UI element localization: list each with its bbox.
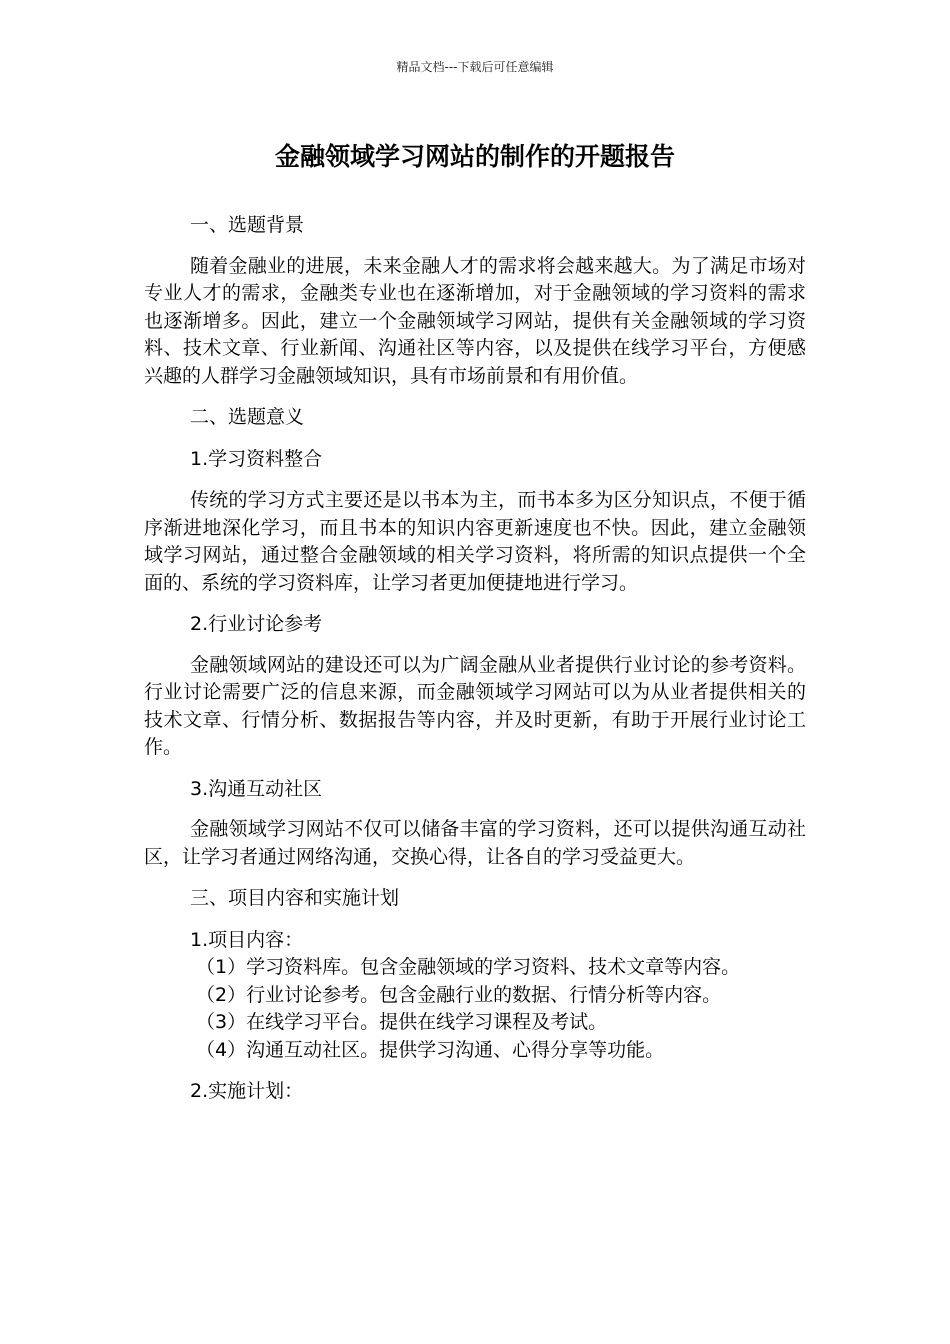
- list-item: （2）行业讨论参考。包含金融行业的数据、行情分析等内容。: [196, 983, 722, 1006]
- document-body: [144, 212, 806, 1106]
- paragraph-community: 金融领域学习网站不仅可以储备丰富的学习资料，还可以提供沟通互动社区，让学习者通过网络沟通，交换心得，让各自的学习受益更大。: [144, 818, 806, 868]
- header-note: 精品文档---下载后可任意编辑: [396, 60, 554, 74]
- list-item: （4）沟通互动社区。提供学习沟通、心得分享等功能。: [196, 1038, 665, 1061]
- section-heading-significance: 二、选题意义: [190, 406, 305, 428]
- subheading-implementation-plan: 2.实施计划：: [190, 1080, 304, 1102]
- paragraph-industry-discussion: 金融领域网站的建设还可以为广阔金融从业者提供行业讨论的参考资料。行业讨论需要广泛的信息来源，而金融领域学习网站可以为从业者提供相关的技术文章、行情分析、数据报告等内容，并及时更新，有助于开展行业讨论工作。: [144, 653, 806, 758]
- subheading-community: 3.沟通互动社区: [190, 777, 323, 800]
- section-heading-background: 一、选题背景: [190, 214, 305, 236]
- subheading-industry-discussion: 2.行业讨论参考: [190, 613, 323, 635]
- document-title: 金融领域学习网站的制作的开题报告: [274, 142, 675, 171]
- section-heading-plan: 三、项目内容和实施计划: [190, 887, 400, 909]
- subheading-project-content: 1.项目内容：: [190, 928, 304, 951]
- subheading-material-integration: 1.学习资料整合: [190, 447, 323, 470]
- paragraph-background: 随着金融业的进展，未来金融人才的需求将会越来越大。为了满足市场对专业人才的需求，金融类专业也在逐渐增加，对于金融领域的学习资料的需求也逐渐增多。因此，建立一个金融领域学习网站，提供有关金融领域的学习资料、技术文章、行业新闻、沟通社区等内容，以及提供在线学习平台，方便感兴趣的人群学习金融领域知识，具有市场前景和有用价值。: [144, 254, 806, 387]
- list-item: （3）在线学习平台。提供在线学习课程及考试。: [196, 1011, 608, 1033]
- paragraph-material-integration: 传统的学习方式主要还是以书本为主，而书本多为区分知识点，不便于循序渐进地深化学习，而且书本的知识内容更新速度也不快。因此，建立金融领域学习网站，通过整合金融领域的相关学习资料，将所需的知识点提供一个全面的、系统的学习资料库，让学习者更加便捷地进行学习。: [144, 489, 806, 594]
- list-item: （1）学习资料库。包含金融领域的学习资料、技术文章等内容。: [196, 956, 741, 978]
